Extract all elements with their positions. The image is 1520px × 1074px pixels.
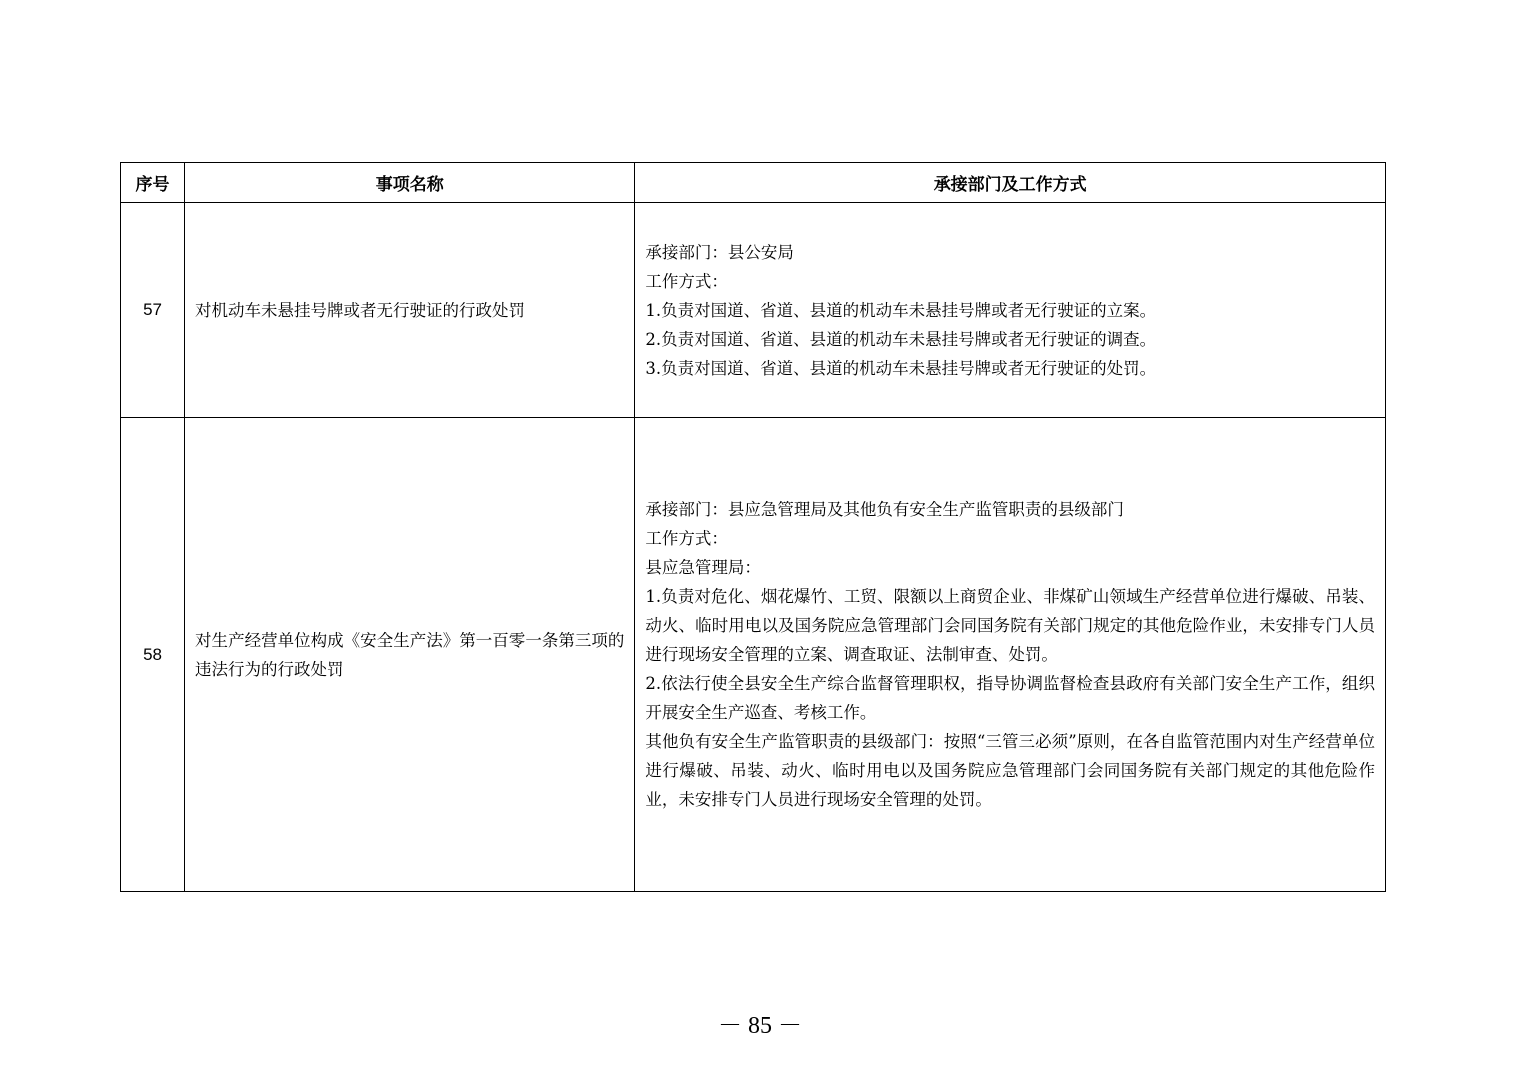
header-name: 事项名称	[185, 163, 635, 203]
header-seq: 序号	[121, 163, 185, 203]
row-seq: 57	[121, 203, 185, 418]
dept-line: 1.负责对国道、省道、县道的机动车未悬挂号牌或者无行驶证的立案。	[645, 300, 1157, 320]
dept-line: 2.依法行使全县安全生产综合监督管理职权，指导协调监督检查县政府有关部门安全生产工作，组织开展安全生产巡查、考核工作。	[645, 674, 1375, 722]
dept-line: 承接部门：县应急管理局及其他负有安全生产监管职责的县级部门	[645, 500, 1124, 519]
row-dept-method	[635, 418, 1386, 892]
table-row	[121, 203, 1386, 418]
dept-line: 3.负责对国道、省道、县道的机动车未悬挂号牌或者无行驶证的处罚。	[645, 358, 1157, 378]
dept-line: 县应急管理局：	[645, 558, 761, 577]
dept-line: 1.负责对危化、烟花爆竹、工贸、限额以上商贸企业、非煤矿山领域生产经营单位进行爆破、吊装、动火、临时用电以及国务院应急管理部门会同国务院有关部门规定的其他危险作业，未安排专门人员进行现场安全管理的立案、调查取证、法制审查、处罚。	[645, 587, 1375, 664]
dept-line: 2.负责对国道、省道、县道的机动车未悬挂号牌或者无行驶证的调查。	[645, 329, 1157, 349]
dept-line: 工作方式：	[645, 271, 728, 291]
dept-line: 工作方式：	[645, 529, 728, 548]
dept-line: 其他负有安全生产监管职责的县级部门：按照“三管三必须”原则，在各自监管范围内对生产经营单位进行爆破、吊装、动火、临时用电以及国务院应急管理部门会同国务院有关部门规定的其他危险作业，未安排专门人员进行现场安全管理的处罚。	[645, 732, 1375, 809]
header-dept: 承接部门及工作方式	[635, 163, 1386, 203]
row-seq: 58	[121, 418, 185, 892]
dept-line: 承接部门：县公安局	[645, 242, 794, 262]
table-row	[121, 418, 1386, 892]
table-header-row	[121, 163, 1386, 203]
items-table	[120, 162, 1386, 892]
row-dept-method	[635, 203, 1386, 418]
row-item-name: 对机动车未悬挂号牌或者无行驶证的行政处罚	[185, 203, 635, 418]
page-number: － 85 －	[718, 1013, 802, 1039]
row-item-name: 对生产经营单位构成《安全生产法》第一百零一条第三项的违法行为的行政处罚	[185, 418, 635, 892]
